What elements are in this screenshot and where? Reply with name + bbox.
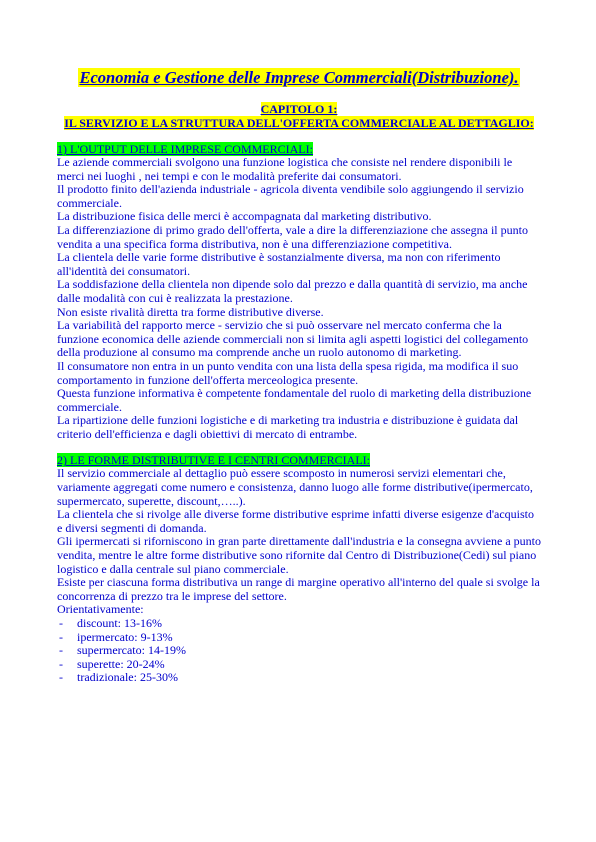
list-marker: - <box>59 643 63 658</box>
list-item <box>57 644 541 658</box>
paragraph: Il servizio commerciale al dettaglio può essere scomposto in numerosi servizi elementari che, variamente aggregati come numero e consistenza, danno luogo alle forme distributive(ipermercato, supermercato, superette, discount,…..). <box>57 466 533 508</box>
list-item-text: ipermercato: 9-13% <box>77 629 173 644</box>
document-page <box>57 68 541 685</box>
list-item <box>57 617 541 631</box>
list-item <box>57 658 541 672</box>
paragraph: La distribuzione fisica delle merci è accompagnata dal marketing distributivo. <box>57 209 432 224</box>
section-heading <box>57 142 541 156</box>
margin-list <box>57 617 541 685</box>
list-item <box>57 671 541 685</box>
list-marker: - <box>59 629 63 644</box>
section-heading-text: 2) LE FORME DISTRIBUTIVE E I CENTRI COMMERCIALI: <box>57 453 370 468</box>
paragraph: Esiste per ciascuna forma distributiva un range di margine operativo all'interno del quale si svolge la concorrenza di prezzo tra le imprese del settore. <box>57 575 540 603</box>
paragraph: Non esiste rivalità diretta tra forme distributive diverse. <box>57 304 324 319</box>
chapter-title: IL SERVIZIO E LA STRUTTURA DELL'OFFERTA COMMERCIALE AL DETTAGLIO: <box>64 116 534 130</box>
paragraph: Questa funzione informativa è competente fondamentale del ruolo di marketing della distribuzione commerciale. <box>57 386 532 414</box>
paragraph: La clientela delle varie forme distributive è sostanzialmente diversa, ma non con riferimento all'identità dei consumatori. <box>57 250 501 278</box>
paragraph: Il prodotto finito dell'azienda industriale - agricola diventa vendibile solo aggiungendo il servizio commerciale. <box>57 182 524 210</box>
section-heading-text: 1) L'OUTPUT DELLE IMPRESE COMMERCIALI: <box>57 142 313 156</box>
list-marker: - <box>59 616 63 630</box>
document-title-text: Economia e Gestione delle Imprese Commerciali(Distribuzione). <box>79 68 519 87</box>
section-2 <box>57 453 541 685</box>
list-item-text: tradizionale: 25-30% <box>77 670 178 685</box>
paragraph: Le aziende commerciali svolgono una funzione logistica che consiste nel rendere disponibili le merci nei luoghi , nei tempi e con le modalità preferite dai consumatori. <box>57 155 513 183</box>
list-marker: - <box>59 656 63 671</box>
chapter-number: CAPITOLO 1: <box>260 102 338 116</box>
paragraph: La variabilità del rapporto merce - servizio che si può osservare nel mercato conferma che la funzione economica delle aziende commerciali non si limita agli aspetti logistici del collegamento della produzione al consumo ma comprende anche un ruolo autonomo di marketing. <box>57 318 529 360</box>
list-item-text: supermercato: 14-19% <box>77 643 186 658</box>
list-marker: - <box>59 670 63 685</box>
paragraph: Gli ipermercati si riforniscono in gran parte direttamente dall'industria e la consegna avviene a punto vendita, mentre le altre forme distributive sono rifornite dal Centro di Distribuzione(Cedi) sul piano logistico e dalla centrale sul piano commerciale. <box>57 534 541 576</box>
section-heading <box>57 453 541 467</box>
section-1 <box>57 142 541 441</box>
list-item-text: superette: 20-24% <box>77 656 165 671</box>
chapter-heading <box>57 102 541 130</box>
list-item <box>57 631 541 645</box>
paragraph: La ripartizione delle funzioni logistiche e di marketing tra industria e distribuzione è guidata dal criterio dell'efficienza e dagli obiettivi di mercato di entrambe. <box>57 413 519 441</box>
paragraph: La clientela che si rivolge alle diverse forme distributive esprime infatti diverse esigenze d'acquisto e diversi segmenti di domanda. <box>57 507 534 535</box>
paragraph: La differenziazione di primo grado dell'offerta, vale a dire la differenziazione che assegna il punto vendita a una specifica forma distributiva, non è una differenziazione competitiva. <box>57 222 528 251</box>
paragraph: La soddisfazione della clientela non dipende solo dal prezzo e dalla quantità di servizio, ma anche dalle modalità con cui è realizzata la prestazione. <box>57 277 528 305</box>
paragraph: Orientativamente: <box>57 602 144 617</box>
document-title <box>57 68 541 88</box>
list-item-text: discount: 13-16% <box>77 616 162 630</box>
paragraph: Il consumatore non entra in un punto vendita con una lista della spesa rigida, ma modifica il suo comportamento in funzione dell'offerta merceologica presente. <box>57 358 519 387</box>
